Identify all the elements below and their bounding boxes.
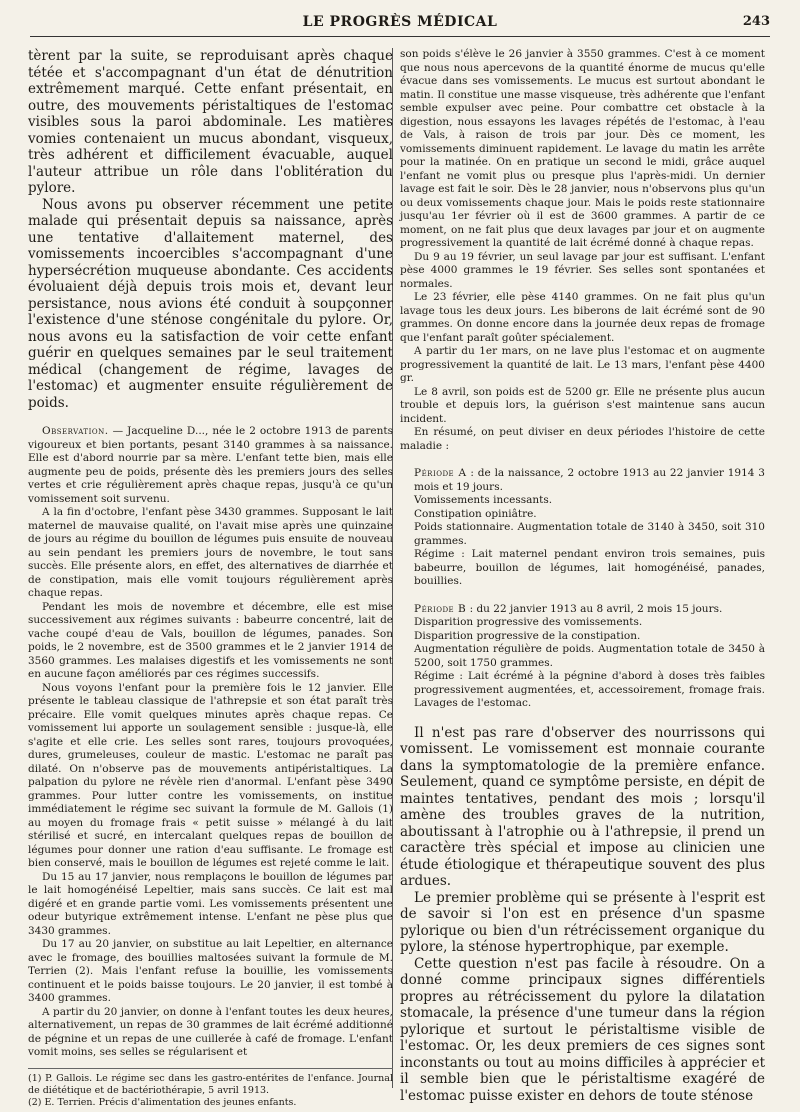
period-b-label: Période B <box>414 602 467 615</box>
case-paragraph: Du 17 au 20 janvier, on substitue au lait Lepeltier, en alternance avec le fromage, des bouillies maltosées suivant la formule de M. Terrien (2). Mais l'enfant refuse la bouillie, les vomissements continuent et le poids baisse toujours. Le 20 janvier, il est tombé à 3400 grammes. <box>28 938 393 1004</box>
case-paragraph: A la fin d'octobre, l'enfant pèse 3430 grammes. Supposant le lait maternel de mauvaise qualité, on l'avait mise après une quinzaine de jours au régime du bouillon de légumes puis ensuite de nouveau au sein pendant les premiers jours de novembre, le tout sans succès. Elle présente alors, en effet, des alternatives de diarrhée et de constipation, mais elle vomit toujours régulièrement après chaque repas. <box>28 506 393 599</box>
period-line: Constipation opiniâtre. <box>414 507 537 520</box>
page-header <box>30 14 770 37</box>
summary-intro: En résumé, on peut diviser en deux périodes l'histoire de cette maladie : <box>400 426 765 452</box>
footnote: (1) P. Gallois. Le régime sec dans les gastro-entérites de l'enfance. Journal de diététique et de bactériothérapie, 5 avril 1913. <box>28 1072 393 1096</box>
intro-paragraph: tèrent par la suite, se reproduisant après chaque tétée et s'accompagnant d'un état de dénutrition extrêmement marqué. Cette enfant présentait, en outre, des mouvements péristaltiques de l'estomac visibles sous la paroi abdominale. Les matières vomies contenaient un mucus abondant, visqueux, très adhérent et difficilement évacuable, auquel l'auteur attribue un rôle dans l'oblitération du pylore. <box>28 48 393 196</box>
period-line: Vomissements incessants. <box>414 494 553 506</box>
period-line: Régime : Lait écrémé à la pégnine d'abord à doses très faibles progressivement augmentées, et, accessoirement, fromage frais. Lavages de l'estomac. <box>414 670 765 709</box>
case-paragraph: Le 23 février, elle pèse 4140 grammes. On ne fait plus qu'un lavage tous les deux jours. Les biberons de lait écrémé sont de 90 grammes. On donne encore dans la journée deux repas de fromage que l'enfant paraît goûter spécialement. <box>400 291 765 344</box>
case-paragraph: A partir du 1er mars, on ne lave plus l'estomac et on augmente progressivement la quantité de lait. Le 13 mars, l'enfant pèse 4400 gr. <box>400 345 765 384</box>
left-column <box>28 48 393 1108</box>
footnote: (2) E. Terrien. Précis d'alimentation des jeunes enfants. <box>28 1096 297 1108</box>
case-paragraph: Le 8 avril, son poids est de 5200 gr. Elle ne présente plus aucun trouble et depuis lors, la guérison s'est maintenue sans aucun incident. <box>400 385 765 425</box>
period-a <box>400 467 765 589</box>
discussion-paragraph: Cette question n'est pas facile à résoudre. On a donné comme principaux signes différentiels propres au rétrécissement du pylore la dilatation stomacale, la présence d'une tumeur dans la région pylorique et surtout le péristaltisme visible de l'estomac. Or, les deux premiers de ces signes sont inconstants ou tout au moins difficiles à apprécier et il semble bien que le péristaltisme exagéré de l'estomac puisse exister en dehors de toute sténose <box>400 955 765 1104</box>
period-a-label: Période A <box>414 467 467 479</box>
case-paragraph: Du 15 au 17 janvier, nous remplaçons le bouillon de légumes par le lait homogénéisé Lepeltier, mais sans succès. Ce lait est mal digéré et en grande partie vomi. Les vomissements présentent une odeur butyrique extrêmement intense. L'enfant ne pèse plus que 3430 grammes. <box>28 870 393 937</box>
running-title: LE PROGRÈS MÉDICAL <box>302 14 498 30</box>
case-paragraph: Nous voyons l'enfant pour la première fois le 12 janvier. Elle présente le tableau classique de l'athrepsie et son état paraît très précaire. Elle vomit quelques minutes après chaque repas. Ce vomissement lui apporte un soulagement sensible : jusque-là, elle s'agite et elle crie. Les selles sont rares, toujours provoquées, dures, grumeleuses, couleur de mastic. L'estomac ne paraît pas dilaté. On n'observe pas de mouvements antipéristaltiques. La palpation du pylore ne révèle rien d'anormal. L'enfant pèse 3490 grammes. Pour lutter contre les vomissements, on institue immédiatement le régime sec suivant la formule de M. Gallois (1) au moyen du fromage frais « petit suisse » mélangé à du lait stérilisé et sucré, en intercalant quelques repas de bouillon de légumes pour donner une ration d'eau suffisante. Le fromage est bien conservé, mais le bouillon de légumes est rejeté comme le lait. <box>28 681 393 869</box>
case-paragraph: Pendant les mois de novembre et décembre, elle est mise successivement aux régimes suivants : babeurre concentré, lait de vache coupé d'eau de Vals, bouillon de légumes, panades. Son poids, le 2 novembre, est de 3500 grammes et le 2 janvier 1914 de 3560 grammes. Les malaises digestifs et les vomissements ne sont en aucune façon améliorés par ces régimes successifs. <box>28 600 393 680</box>
period-line: Disparition progressive des vomissements. <box>414 616 643 628</box>
discussion-paragraph: Il n'est pas rare d'observer des nourrissons qui vomissent. Le vomissement est monnaie courante dans la symptomatologie de la première enfance. Seulement, quand ce symptôme persiste, en dépit de maintes tentatives, pendant des mois ; lorsqu'il amène des troubles graves de la nutrition, aboutissant à l'atrophie ou à l'athrepsie, il prend un caractère très spécial et impose au clinicien une étude étiologique et thérapeutique souvent des plus ardues. <box>400 724 765 889</box>
observation-text: — Jacqueline D..., née le 2 octobre 1913 de parents vigoureux et bien portants, pesant 3140 grammes à sa naissance. Elle est d'abord nourrie par sa mère. L'enfant tette bien, mais elle augmente peu de poids, présente dès les premiers jours des selles vertes et crie régulièrement après chaque repas, jusqu'à ce qu'un vomissement soit survenu. <box>28 425 393 505</box>
period-line: Disparition progressive de la constipation. <box>414 629 641 642</box>
case-paragraph: Du 9 au 19 février, un seul lavage par jour est suffisant. L'enfant pèse 4000 grammes le 19 février. Ses selles sont spontanées et normales. <box>400 250 765 290</box>
period-line: Augmentation régulière de poids. Augmentation totale de 3450 à 5200, soit 1750 grammes. <box>414 643 765 669</box>
period-a-heading: Période A : de la naissance, 2 octobre 1913 au 22 janvier 1914 3 mois et 19 jours. <box>414 467 765 493</box>
observation-paragraph <box>28 425 393 506</box>
footnotes <box>28 1068 393 1109</box>
page-number: 243 <box>742 14 770 29</box>
right-column <box>400 48 765 1104</box>
intro-paragraph: Nous avons pu observer récemment une petite malade qui présentait depuis sa naissance, après une tentative d'allaitement maternel, des vomissements incoercibles s'accompagnant d'une hypersécrétion muqueuse abondante. Ces accidents évoluaient déjà depuis trois mois et, devant leur persistance, nous avions été conduit à soupçonner l'existence d'une sténose congénitale du pylore. Or, nous avons eu la satisfaction de voir cette enfant guérir en quelques semaines par le seul traitement médical (changement de régime, lavages de l'estomac) et augmenter ensuite régulièrement de poids. <box>28 196 393 411</box>
period-line: Régime : Lait maternel pendant environ trois semaines, puis babeurre, bouillon de légumes, lait homogénéisé, panades, bouillies. <box>414 548 765 587</box>
discussion-paragraph: Le premier problème qui se présente à l'esprit est de savoir si l'on est en présence d'un spasme pylorique ou bien d'un rétrécissement organique du pylore, la sténose hypertrophique, par exemple. <box>400 889 765 955</box>
period-b-heading: Période B : du 22 janvier 1913 au 8 avril, 2 mois 15 jours. <box>414 602 723 615</box>
period-line: Poids stationnaire. Augmentation totale de 3140 à 3450, soit 310 grammes. <box>414 521 765 547</box>
observation-label: Observation. <box>42 425 109 437</box>
case-paragraph: son poids s'élève le 26 janvier à 3550 grammes. C'est à ce moment que nous nous apercevons de la quantité énorme de mucus qu'elle évacue dans ses vomissements. Le mucus est surtout abondant le matin. Il constitue une masse visqueuse, très adhérente que l'enfant semble expulser avec peine. Pour combattre cet obstacle à la digestion, nous essayons les lavages répétés de l'estomac, à l'eau de Vals, à raison de trois par jour. Dès ce moment, les vomissements diminuent rapidement. Le lavage du matin les arrête pour la matinée. On en pratique un second le midi, grâce auquel l'enfant ne vomit plus ou presque plus l'après-midi. Un dernier lavage est fait le soir. Dès le 28 janvier, nous n'observons plus qu'un ou deux vomissements chaque jour. Mais le poids reste stationnaire jusqu'au 1er février où il est de 3600 grammes. A partir de ce moment, on ne fait plus que deux lavages par jour et on augmente progressivement la quantité de lait écrémé donné à chaque repas. <box>400 48 765 249</box>
period-b <box>400 603 765 711</box>
case-paragraph: A partir du 20 janvier, on donne à l'enfant toutes les deux heures, alternativement, un repas de 30 grammes de lait écrémé additionné de pégnine et un repas de une cuillerée à café de fromage. L'enfant vomit moins, ses selles se régularisent et <box>28 1005 393 1058</box>
